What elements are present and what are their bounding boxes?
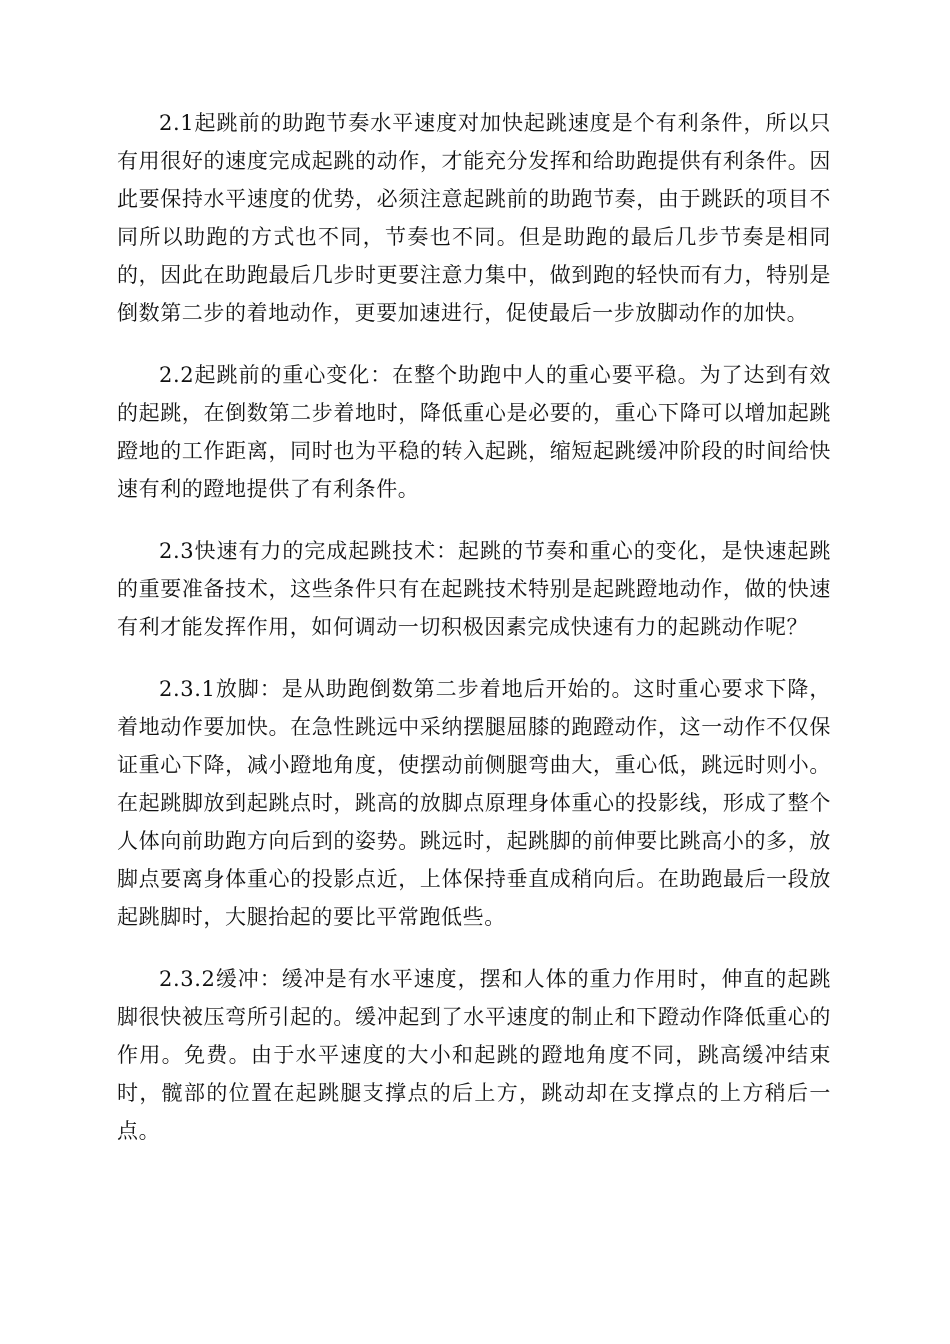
- paragraph-2-2: 2.2起跳前的重心变化：在整个助跑中人的重心要平稳。为了达到有效的起跳，在倒数第二步着地时，降低重心是必要的，重心下降可以增加起跳蹬地的工作距离，同时也为平稳的转入起跳，缩短起跳缓冲阶段的时间给快速有利的蹬地提供了有利条件。: [117, 363, 831, 501]
- paragraph-2-3-1: 2.3.1放脚：是从助跑倒数第二步着地后开始的。这时重心要求下降，着地动作要加快。在急性跳远中采纳摆腿屈膝的跑蹬动作，这一动作不仅保证重心下降，减小蹬地角度，使摆动前侧腿弯曲大，重心低，跳远时则小。在起跳脚放到起跳点时，跳高的放脚点原理身体重心的投影线，形成了整个人体向前助跑方向后到的姿势。跳远时，起跳脚的前伸要比跳高小的多，放脚点要离身体重心的投影点近，上体保持垂直成稍向后。在助跑最后一段放起跳脚时，大腿抬起的要比平常跑低些。: [117, 677, 831, 929]
- paragraph-2-3: 2.3快速有力的完成起跳技术：起跳的节奏和重心的变化，是快速起跳的重要准备技术，这些条件只有在起跳技术特别是起跳蹬地动作，做的快速有利才能发挥作用，如何调动一切积极因素完成快速有力的起跳动作呢？: [117, 539, 831, 639]
- document-body: [117, 104, 831, 1150]
- paragraph-2-1: 2.1起跳前的助跑节奏水平速度对加快起跳速度是个有利条件，所以只有用很好的速度完成起跳的动作，才能充分发挥和给助跑提供有利条件。因此要保持水平速度的优势，必须注意起跳前的助跑节奏，由于跳跃的项目不同所以助跑的方式也不同，节奏也不同。但是助跑的最后几步节奏是相同的，因此在助跑最后几步时更要注意力集中，做到跑的轻快而有力，特别是倒数第二步的着地动作，更要加速进行，促使最后一步放脚动作的加快。: [117, 111, 831, 325]
- paragraph-2-3-2: 2.3.2缓冲：缓冲是有水平速度，摆和人体的重力作用时，伸直的起跳脚很快被压弯所引起的。缓冲起到了水平速度的制止和下蹬动作降低重心的作用。免费。由于水平速度的大小和起跳的蹬地角度不同，跳高缓冲结束时，髋部的位置在起跳腿支撑点的后上方，跳动却在支撑点的上方稍后一点。: [117, 967, 831, 1143]
